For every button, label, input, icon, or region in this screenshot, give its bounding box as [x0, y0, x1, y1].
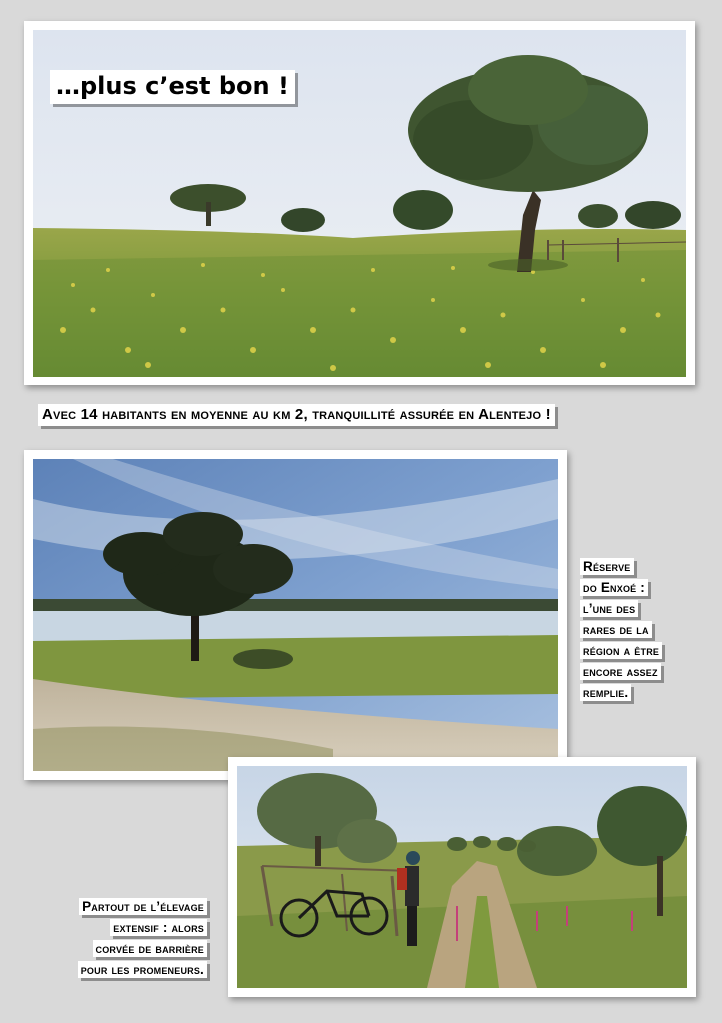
gate-caption-line: pour les promeneurs. — [78, 961, 207, 978]
reservoir-photo — [33, 459, 558, 771]
photo-frame-reservoir — [24, 450, 567, 780]
reservoir-caption-line: encore assez — [580, 663, 661, 680]
reservoir-caption-line: remplie. — [580, 684, 631, 701]
meadow-caption: Avec 14 habitants en moyenne au km 2, tranquillité assurée en Alentejo ! — [38, 404, 555, 426]
photo-frame-gate — [228, 757, 696, 997]
headline-label: …plus c’est bon ! — [50, 70, 295, 104]
photo-frame-meadow — [24, 21, 695, 385]
reservoir-caption-line: l’une des — [580, 600, 638, 617]
reservoir-caption-line: Réserve — [580, 558, 634, 575]
reservoir-caption-line: do Enxoé : — [580, 579, 648, 596]
reservoir-caption-line: région a être — [580, 642, 662, 659]
gate-caption-line: Partout de l’élevage — [79, 898, 207, 915]
gate-photo — [237, 766, 687, 988]
gate-caption-line: extensif : alors — [110, 919, 207, 936]
reservoir-caption-line: rares de la — [580, 621, 652, 638]
gate-caption-line: corvée de barrière — [93, 940, 207, 957]
